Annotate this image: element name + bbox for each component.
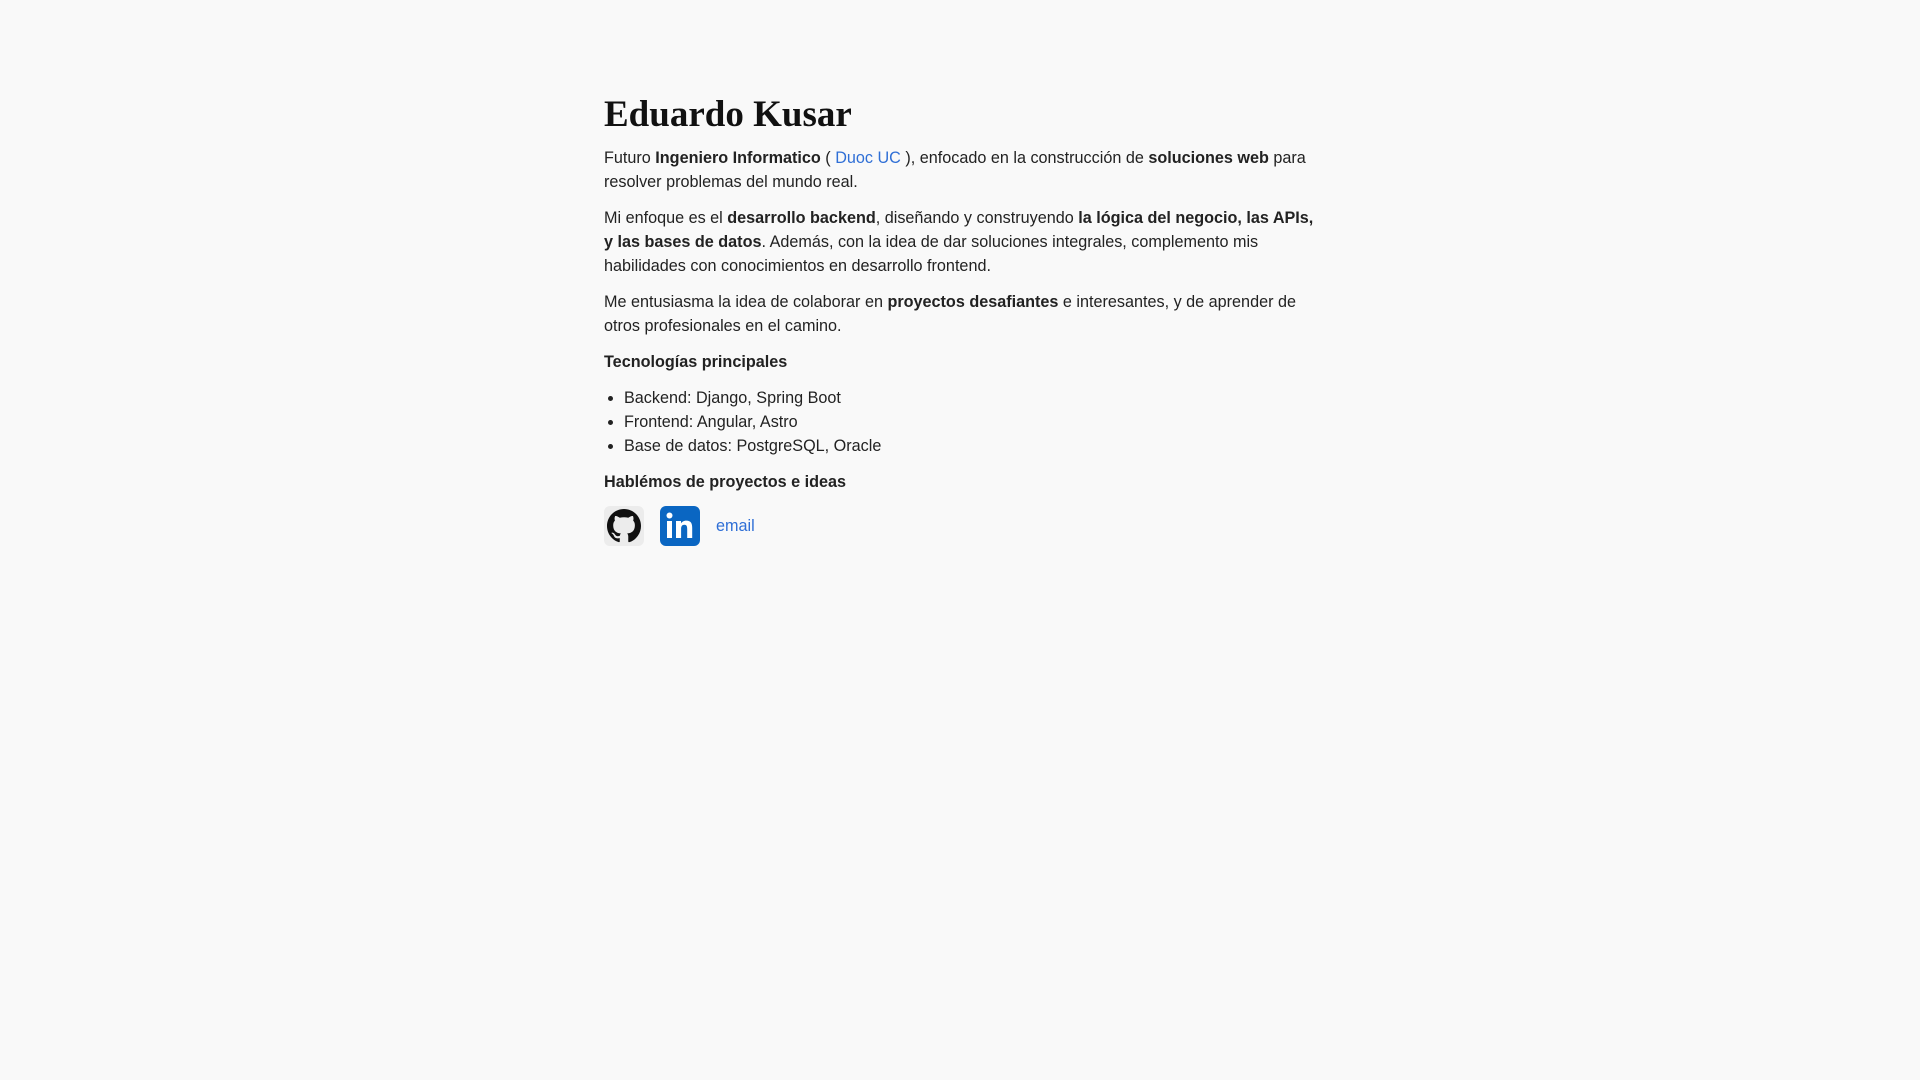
github-link[interactable]: [604, 506, 644, 546]
tech-item-backend: • Backend: Django, Spring Boot: [624, 386, 1316, 410]
tech-item-frontend: • Frontend: Angular, Astro: [624, 410, 1316, 434]
tech-item-database: • Base de datos: PostgreSQL, Oracle: [624, 434, 1316, 458]
intro-paragraph: Futuro Ingeniero Informatico ( Duoc UC ), enfocado en la construcción de soluciones web para resolver problemas del mundo real.: [604, 149, 1306, 191]
contact-heading: Hablémos de proyectos e ideas: [604, 473, 847, 491]
linkedin-link[interactable]: [660, 506, 700, 546]
duoc-uc-link[interactable]: Duoc UC: [835, 149, 901, 167]
tech-list: [604, 386, 1316, 458]
motivation-paragraph: Me entusiasma la idea de colaborar en proyectos desafiantes e interesantes, y de aprender de otros profesionales en el camino.: [604, 293, 1296, 335]
tech-heading: Tecnologías principales: [604, 353, 788, 371]
github-icon: [607, 509, 641, 543]
page-title: Eduardo Kusar: [604, 94, 852, 135]
focus-paragraph: Mi enfoque es el desarrollo backend, diseñando y construyendo la lógica del negocio, las APIs, y las bases de datos. Además, con la idea de dar soluciones integrales, complemento mis habilidades con conocimientos en desarrollo frontend.: [604, 209, 1314, 275]
linkedin-icon: [660, 506, 700, 546]
email-link[interactable]: email: [716, 517, 755, 535]
social-links: [604, 506, 1316, 546]
main-content: [604, 88, 1316, 546]
